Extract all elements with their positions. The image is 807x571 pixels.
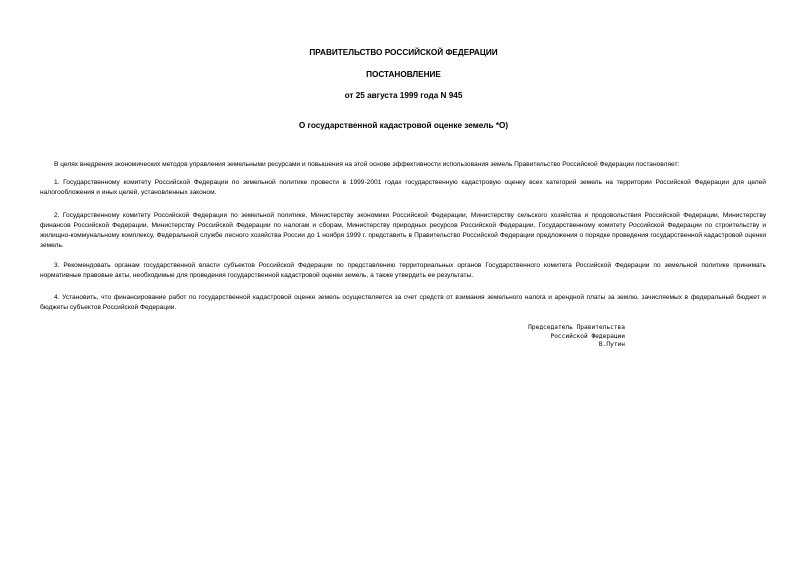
paragraph-3: 3. Рекомендовать органам государственной власти субъектов Российской Федерации по представлению территориальных органов Государственного комитета Российской Федерации по земельной политике принимать нормативные правовые акты, необходимые для проведения государственной кадастровой оценки земель, а также утвердить ее результаты.: [40, 261, 766, 279]
signature-organization: Российской Федерации: [550, 332, 625, 340]
signature-block: [470, 324, 625, 350]
document-title: О государственной кадастровой оценке земель *О): [298, 121, 509, 130]
paragraph-1: 1. Государственному комитету Российской Федерации по земельной политике провести в 1999-2001 годах государственную кадастровую оценку всех категорий земель на территории Российской Федерации для целей налогообложения и иных целей, установленных законом.: [40, 178, 766, 196]
paragraph-4: 4. Установить, что финансирование работ по государственной кадастровой оценке земель осуществляется за счет средств от взимания земельного налога и арендной платы за землю, зачисляемых в федеральный бюджет и бюджеты субъектов Российской Федерации.: [40, 293, 766, 311]
document-date-number: от 25 августа 1999 года N 945: [344, 91, 463, 100]
issuing-authority: ПРАВИТЕЛЬСТВО РОССИЙСКОЙ ФЕДЕРАЦИИ: [309, 48, 498, 57]
signature-name: В.Путин: [598, 341, 625, 349]
intro-paragraph: В целях внедрения экономических методов управления земельными ресурсами и повышения на этой основе эффективности использования земель Правительство Российской Федерации постановляет:: [54, 160, 680, 168]
signature-position: Председатель Правительства: [528, 324, 625, 331]
paragraph-2: 2. Государственному комитету Российской Федерации по земельной политике, Министерству экономики Российской Федерации, Министерству сельского хозяйства и продовольствия Российской Федерации, Министерству финансов Российской Федерации, Министерству Российской Федерации по налогам и сборам, Министерству природных ресурсов Российской Федерации, Государственному комитету Российской Федерации по строительству и жилищно-коммунальному комплексу, Федеральной службе лесного хозяйства России до 1 ноября 1999 г. представить в Правительство Российской Федерации предложения о порядке проведения государственной кадастровой оценки земель.: [40, 211, 766, 250]
document-type: ПОСТАНОВЛЕНИЕ: [366, 70, 441, 79]
